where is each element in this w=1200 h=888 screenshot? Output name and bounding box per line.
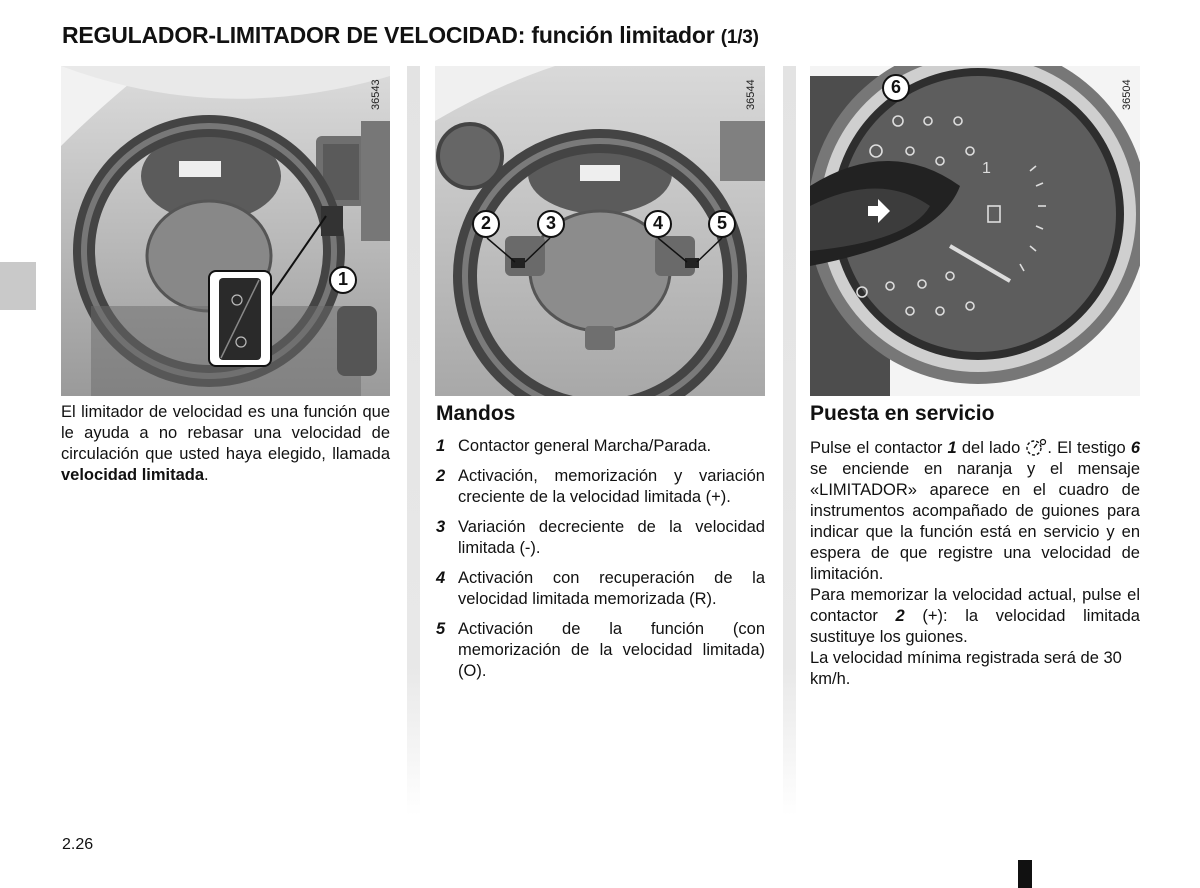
list-item <box>436 466 765 508</box>
title-part: (1/3) <box>720 27 759 48</box>
puesta-paragraph-3: La velocidad mínima registrada será de 30 km/h. <box>810 649 1122 688</box>
item-text: Activación con recuperación de la velocidad limitada memorizada (R). <box>458 569 765 608</box>
figure-dashboard-switch <box>61 66 390 396</box>
puesta-paragraph-2 <box>810 585 1140 648</box>
p1-text-a: Pulse el contactor <box>810 439 948 457</box>
p1-ref-1: 1 <box>947 439 957 457</box>
callout-4: 4 <box>644 210 672 238</box>
callout-1: 1 <box>329 266 357 294</box>
item-number: 4 <box>436 569 446 587</box>
puesta-paragraph-1 <box>810 438 1140 585</box>
intro-paragraph <box>61 402 390 486</box>
list-item <box>436 517 765 559</box>
item-text: Activación de la función (con memorización de la velocidad limitada) (O). <box>458 620 765 680</box>
figure-instrument-cluster <box>810 66 1140 396</box>
page-corner-mark <box>1018 860 1032 888</box>
controls-list <box>436 436 765 691</box>
p1-text-c: . El testigo <box>1047 439 1131 457</box>
list-item <box>436 568 765 610</box>
item-text: Variación decreciente de la velocidad limitada (-). <box>458 518 765 557</box>
intro-text: El limitador de velocidad es una función que le ayuda a no rebasar una velocidad de circulación que usted haya elegido, llamada <box>61 403 390 463</box>
section-heading-mandos: Mandos <box>436 402 516 425</box>
instrument-cluster-illustration <box>810 66 1140 396</box>
item-number: 2 <box>436 467 446 485</box>
p2-text-a: Para memorizar la velocidad actual, pulse el contactor <box>810 586 1140 625</box>
speed-limiter-icon <box>1025 438 1047 456</box>
page-title <box>62 22 759 49</box>
puesta-body <box>810 438 1140 690</box>
p2-ref-2: 2 <box>895 607 905 625</box>
item-number: 1 <box>436 437 446 455</box>
p1-text-b: del lado <box>956 439 1026 457</box>
item-number: 3 <box>436 518 446 536</box>
figure-steering-wheel <box>435 66 765 396</box>
figure-ref-number: 36544 <box>745 79 757 110</box>
callout-5: 5 <box>708 210 736 238</box>
p2-text-b: (+): la velocidad limitada sustituye los guiones. <box>810 607 1140 646</box>
page-number: 2.26 <box>62 836 94 853</box>
title-main: REGULADOR-LIMITADOR DE VELOCIDAD: función limitador <box>62 22 715 48</box>
p1-text-d: se enciende en naranja y el mensaje «LIMITADOR» aparece en el cuadro de instrumentos acompañado de guiones para indicar que la función está en servicio y en espera de que registre una velocidad de limitación. <box>810 460 1140 583</box>
intro-bold-term: velocidad limitada <box>61 466 205 484</box>
dashboard-illustration <box>61 66 390 396</box>
callout-3: 3 <box>537 210 565 238</box>
dial-mark: 1 <box>982 160 991 177</box>
section-heading-puesta: Puesta en servicio <box>810 402 995 425</box>
callout-2: 2 <box>472 210 500 238</box>
column-divider <box>783 66 796 816</box>
column-divider <box>407 66 420 816</box>
figure-ref-number: 36504 <box>1121 79 1133 110</box>
item-text: Contactor general Marcha/Parada. <box>458 437 712 455</box>
section-tab <box>0 262 36 310</box>
p1-ref-6: 6 <box>1130 439 1140 457</box>
item-number: 5 <box>436 620 446 638</box>
figure-ref-number: 36543 <box>370 79 382 110</box>
callout-6: 6 <box>882 74 910 102</box>
list-item <box>436 436 765 457</box>
intro-end: . <box>204 466 209 484</box>
list-item <box>436 619 765 682</box>
item-text: Activación, memorización y variación creciente de la velocidad limitada (+). <box>458 467 765 506</box>
